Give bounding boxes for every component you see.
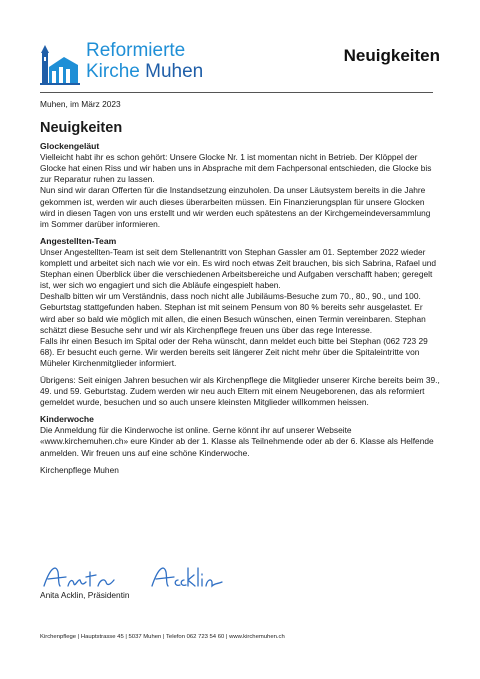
org-name-muhen: Muhen <box>145 61 204 82</box>
paragraph: Deshalb bitten wir um Verständnis, dass noch nicht alle Jubiläums-Besuche zum 70., 80., 90., und 100. Geburtstag stattgefunden haben. Stephan ist mit seinem Pensum von 80 % bereits sehr ausgelastet. Er wird aber so bald wie möglich mit allen, die einen Besuch wünschen, einen Termin vereinbaren. Stephan schätzt diese Besuche sehr und wir als Kirchenpflege freuen uns über das rege Interesse. <box>40 291 426 335</box>
paragraph: Vielleicht habt ihr es schon gehört: Unsere Glocke Nr. 1 ist momentan nicht in Betrieb. Der Klöppel der Glocke hat einen Riss und wir haben uns in Absprache mit dem Fachpersonal entschieden, die Glocke bis zur Reparatur ruhen zu lassen. <box>40 152 432 185</box>
signer-name: Anita Acklin, Präsidentin <box>40 590 130 600</box>
section-heading-angestellten-team: Angestellten-Team <box>40 235 117 246</box>
section-heading-kinderwoche: Kinderwoche <box>40 414 94 425</box>
org-name-line2 <box>86 61 203 82</box>
org-name-line1: Reformierte <box>86 40 186 61</box>
closing-line: Kirchenpflege Muhen <box>40 464 119 475</box>
footer-contact: Kirchenpflege | Hauptstrasse 45 | 5037 Muhen | Telefon 062 723 54 60 | www.kirchemuhen.ch <box>40 634 285 640</box>
header-title: Neuigkeiten <box>343 46 440 65</box>
section-heading-glockengelaeut: Glockengeläut <box>40 141 100 152</box>
org-name-kirche: Kirche <box>86 61 140 82</box>
letter-date: Muhen, im März 2023 <box>40 99 121 109</box>
organization-name <box>86 40 203 82</box>
paragraph: Falls ihr einen Besuch im Spital oder der Reha wünscht, dann meldet euch bitte bei Stephan (062 723 29 68). Er besucht euch gerne. Wir werden bereits seit längerer Zeit nicht mehr über die Spitaleintritte von Müheler Kirchenmitglieder informiert. <box>40 335 428 368</box>
handwritten-signature <box>40 562 240 590</box>
letter-body <box>40 99 440 476</box>
paragraph: Unser Angestellten-Team ist seit dem Stellenantritt von Stephan Gassler am 01. September 2022 wieder komplett und arbeitet sich nach wie vor ein. Es wird noch etwas Zeit brauchen, bis sich Sabrina, Rafael und Stephan einen Überblick über die verschiedenen Arbeitsbereiche und Aufgaben verschafft haben; geregelt ist, wer sich wo engagiert und sich die Abläufe eingespielt haben. <box>40 246 437 291</box>
letter-heading: Neuigkeiten <box>40 120 123 137</box>
paragraph: Übrigens: Seit einigen Jahren besuchen wir als Kirchenpflege die Mitglieder unserer Kirche bereits beim 39., 49. und 59. Geburtstag. Zudem werden wir neu auch Eltern mit einem Neugeborenen, das als reformiert gemeldet wurde, besuchen und so auch unsere kleinsten Mitglieder willkommen heissen. <box>40 374 440 408</box>
church-logo-icon <box>40 43 80 85</box>
letterhead <box>40 40 440 88</box>
header-divider <box>40 92 433 93</box>
paragraph: Die Anmeldung für die Kinderwoche ist online. Gerne könnt ihr auf unserer Webseite «www.kirchemuhen.ch» eure Kinder ab der 1. Klasse als Teilnehmende oder ab der 6. Klasse als Helfende anmelden. Wir freuen uns auf eine schöne Kinderwoche. <box>40 425 434 458</box>
paragraph: Nun sind wir daran Offerten für die Instandsetzung einzuholen. Da unser Läutsystem bereits in die Jahre gekommen ist, werden wir auch dieses überarbeiten müssen. Ein Finanzierungsplan für unsere Glocken wird in diesen Tagen von uns erstellt und wir werden euch spätestens an der Kirchgemeindeversammlung im Sommer darüber informieren. <box>40 185 431 229</box>
